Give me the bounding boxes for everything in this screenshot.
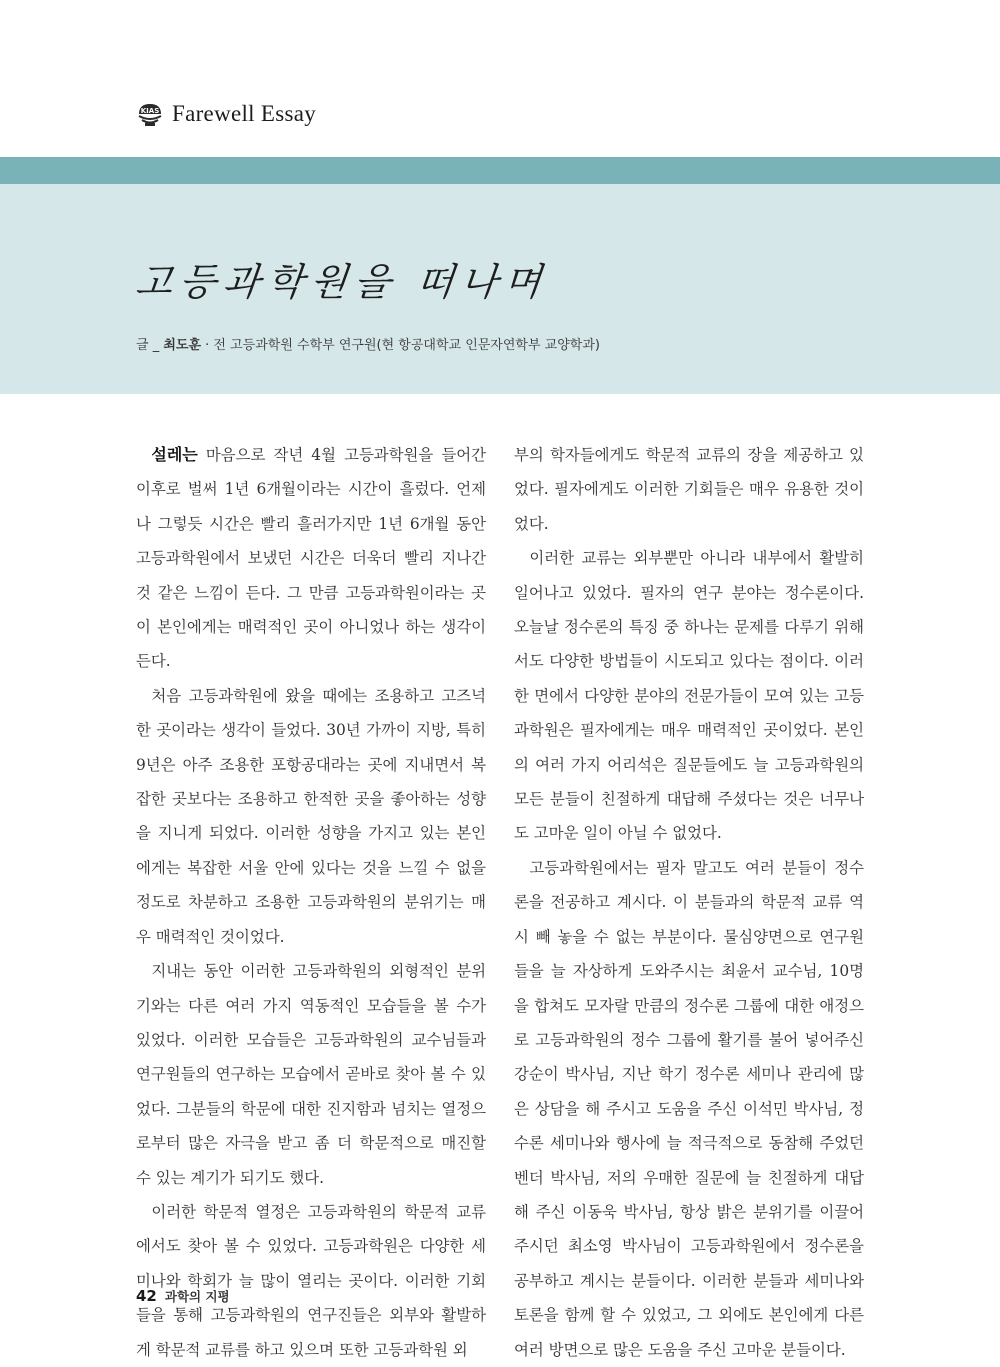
kias-logo-text: KIAS xyxy=(140,107,160,115)
left-column xyxy=(136,438,486,1367)
byline-affiliation: · 전 고등과학원 수학부 연구원(현 항공대학교 인문자연학부 교양학과) xyxy=(201,338,600,353)
page-footer xyxy=(136,1287,230,1305)
byline-author: 최도훈 xyxy=(163,338,202,353)
section-label: Farewell Essay xyxy=(172,101,317,126)
header-band xyxy=(0,157,1000,184)
section-header xyxy=(136,96,316,132)
paragraph: 이러한 교류는 외부뿐만 아니라 내부에서 활발히 일어나고 있었다. 필자의 연구 분야는 정수론이다. 오늘날 정수론의 특징 중 하나는 문제를 다루기 위해서도 다양한 방법들이 시도되고 있다는 점이다. 이러한 면에서 다양한 분야의 전문가들이 모여 있는 고등과학원은 필자에게는 매우 매력적인 곳이었다. 본인의 여러 가지 어리석은 질문들에도 늘 고등과학원의 모든 분들이 친절하게 대답해 주셨다는 것은 너무나도 고마운 일이 아닐 수 없었다. xyxy=(514,549,864,843)
article-title: 고등과학원을 떠나며 xyxy=(133,260,551,304)
kias-logo-icon xyxy=(136,100,164,128)
byline-prefix: 글 _ xyxy=(136,338,164,353)
paragraph: 부의 학자들에게도 학문적 교류의 장을 제공하고 있었다. 필자에게도 이러한 기회들은 매우 유용한 것이었다. xyxy=(514,446,864,533)
paragraph: 처음 고등과학원에 왔을 때에는 조용하고 고즈넉한 곳이라는 생각이 들었다. 30년 가까이 지방, 특히 9년은 아주 조용한 포항공대라는 곳에 지내면서 복잡한 곳보다는 조용하고 한적한 곳을 좋아하는 성향을 지니게 되었다. 이러한 성향을 가지고 있는 본인에게는 복잡한 서울 안에 있다는 것을 느낄 수 없을 정도로 차분하고 조용한 고등과학원의 분위기는 매우 매력적인 것이었다. xyxy=(136,686,486,946)
byline xyxy=(136,334,600,353)
paragraph: 이러한 학문적 열정은 고등과학원의 학문적 교류에서도 찾아 볼 수 있었다. 고등과학원은 다양한 세미나와 학회가 늘 많이 열리는 곳이다. 이러한 기회들을 통해 고등과학원의 연구진들은 외부와 활발하게 학문적 교류를 하고 있으며 또한 고등과학원 외 xyxy=(136,1202,486,1359)
right-column xyxy=(514,438,864,1367)
paragraph-text: 마음으로 작년 4월 고등과학원을 들어간 이후로 벌써 1년 6개월이라는 시간이 흘렀다. 언제나 그렇듯 시간은 빨리 흘러가지만 1년 6개월 동안 고등과학원에서 보냈던 시간은 더욱더 빨리 지나간 것 같은 느낌이 든다. 그 만큼 고등과학원이라는 곳이 본인에게는 매력적인 곳이 아니었나 하는 생각이 든다. xyxy=(136,446,486,671)
lead-word: 설레는 xyxy=(151,445,198,464)
paragraph: 고등과학원에서는 필자 말고도 여러 분들이 정수론을 전공하고 계시다. 이 분들과의 학문적 교류 역시 빼 놓을 수 없는 부분이다. 물심양면으로 연구원들을 늘 자상하게 도와주시는 최윤서 교수님, 10명을 합쳐도 모자랄 만큼의 정수론 그룹에 대한 애정으로 고등과학원의 정수 그룹에 활기를 불어 넣어주신 강순이 박사님, 지난 학기 정수론 세미나 관리에 많은 상담을 해 주시고 도움을 주신 이석민 박사님, 정수론 세미나와 행사에 늘 적극적으로 동참해 주었던 벤더 박사님, 저의 우매한 질문에 늘 친절하게 대답해 주신 이동욱 박사님, 항상 밝은 분위기를 이끌어 주시던 최소영 박사님이 고등과학원에서 정수론을 공부하고 계시는 분들이다. 이러한 분들과 세미나와 토론을 함께 할 수 있었고, 그 외에도 본인에게 다른 여러 방면으로 많은 도움을 주신 고마운 분들이다. xyxy=(514,858,864,1359)
page-number: 42 xyxy=(136,1287,157,1305)
paragraph xyxy=(136,438,486,679)
magazine-name: 과학의 지평 xyxy=(164,1289,230,1304)
paragraph: 지내는 동안 이러한 고등과학원의 외형적인 분위기와는 다른 여러 가지 역동적인 모습들을 볼 수가 있었다. 이러한 모습들은 고등과학원의 교수님들과 연구원들의 연구하는 모습에서 곧바로 찾아 볼 수 있었다. 그분들의 학문에 대한 진지함과 넘치는 열정으로부터 많은 자극을 받고 좀 더 학문적으로 매진할 수 있는 계기가 되기도 했다. xyxy=(136,962,486,1187)
